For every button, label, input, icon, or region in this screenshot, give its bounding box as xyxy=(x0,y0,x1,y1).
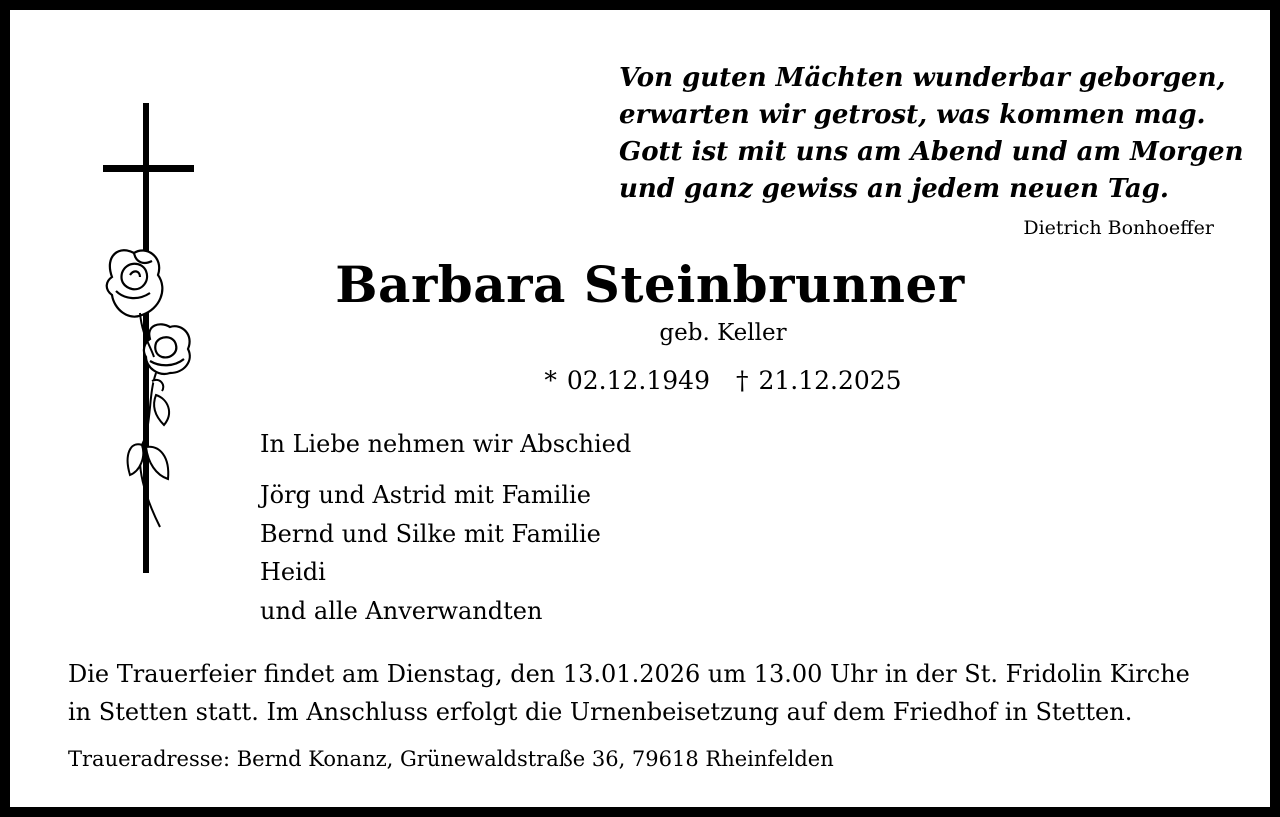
quote-line: erwarten wir getrost, was kommen mag. xyxy=(619,100,1206,130)
bonhoeffer-quote xyxy=(619,60,1243,208)
quote-line: Von guten Mächten wunderbar geborgen, xyxy=(619,63,1226,93)
mourner-item: Bernd und Silke mit Familie xyxy=(260,519,601,548)
ceremony-notice xyxy=(68,655,1190,731)
quote-line: Gott ist mit uns am Abend und am Morgen xyxy=(619,137,1244,167)
mourner-item: Jörg und Astrid mit Familie xyxy=(260,481,591,509)
death-date: † 21.12.2025 xyxy=(736,366,902,395)
birth-date: * 02.12.1949 xyxy=(544,366,710,395)
quote-line: und ganz gewiss an jedem neuen Tag. xyxy=(619,174,1169,204)
mourner-item: und alle Anverwandten xyxy=(260,596,543,625)
mourners-list xyxy=(260,476,601,630)
life-dates xyxy=(10,366,1280,395)
farewell-line: In Liebe nehmen wir Abschied xyxy=(260,430,632,458)
quote-author: Dietrich Bonhoeffer xyxy=(1023,217,1214,239)
deceased-name: Barbara Steinbrunner xyxy=(335,255,965,314)
maiden-name: geb. Keller xyxy=(659,320,787,346)
ceremony-line: Die Trauerfeier findet am Dienstag, den 13.01.2026 um 13.00 Uhr in der St. Fridolin Kirche xyxy=(68,660,1190,688)
ceremony-line: in Stetten statt. Im Anschluss erfolgt die Urnenbeisetzung auf dem Friedhof in Stetten. xyxy=(68,698,1133,726)
mourner-item: Heidi xyxy=(260,558,326,586)
mourning-address: Traueradresse: Bernd Konanz, Grünewaldstraße 36, 79618 Rheinfelden xyxy=(68,747,834,771)
